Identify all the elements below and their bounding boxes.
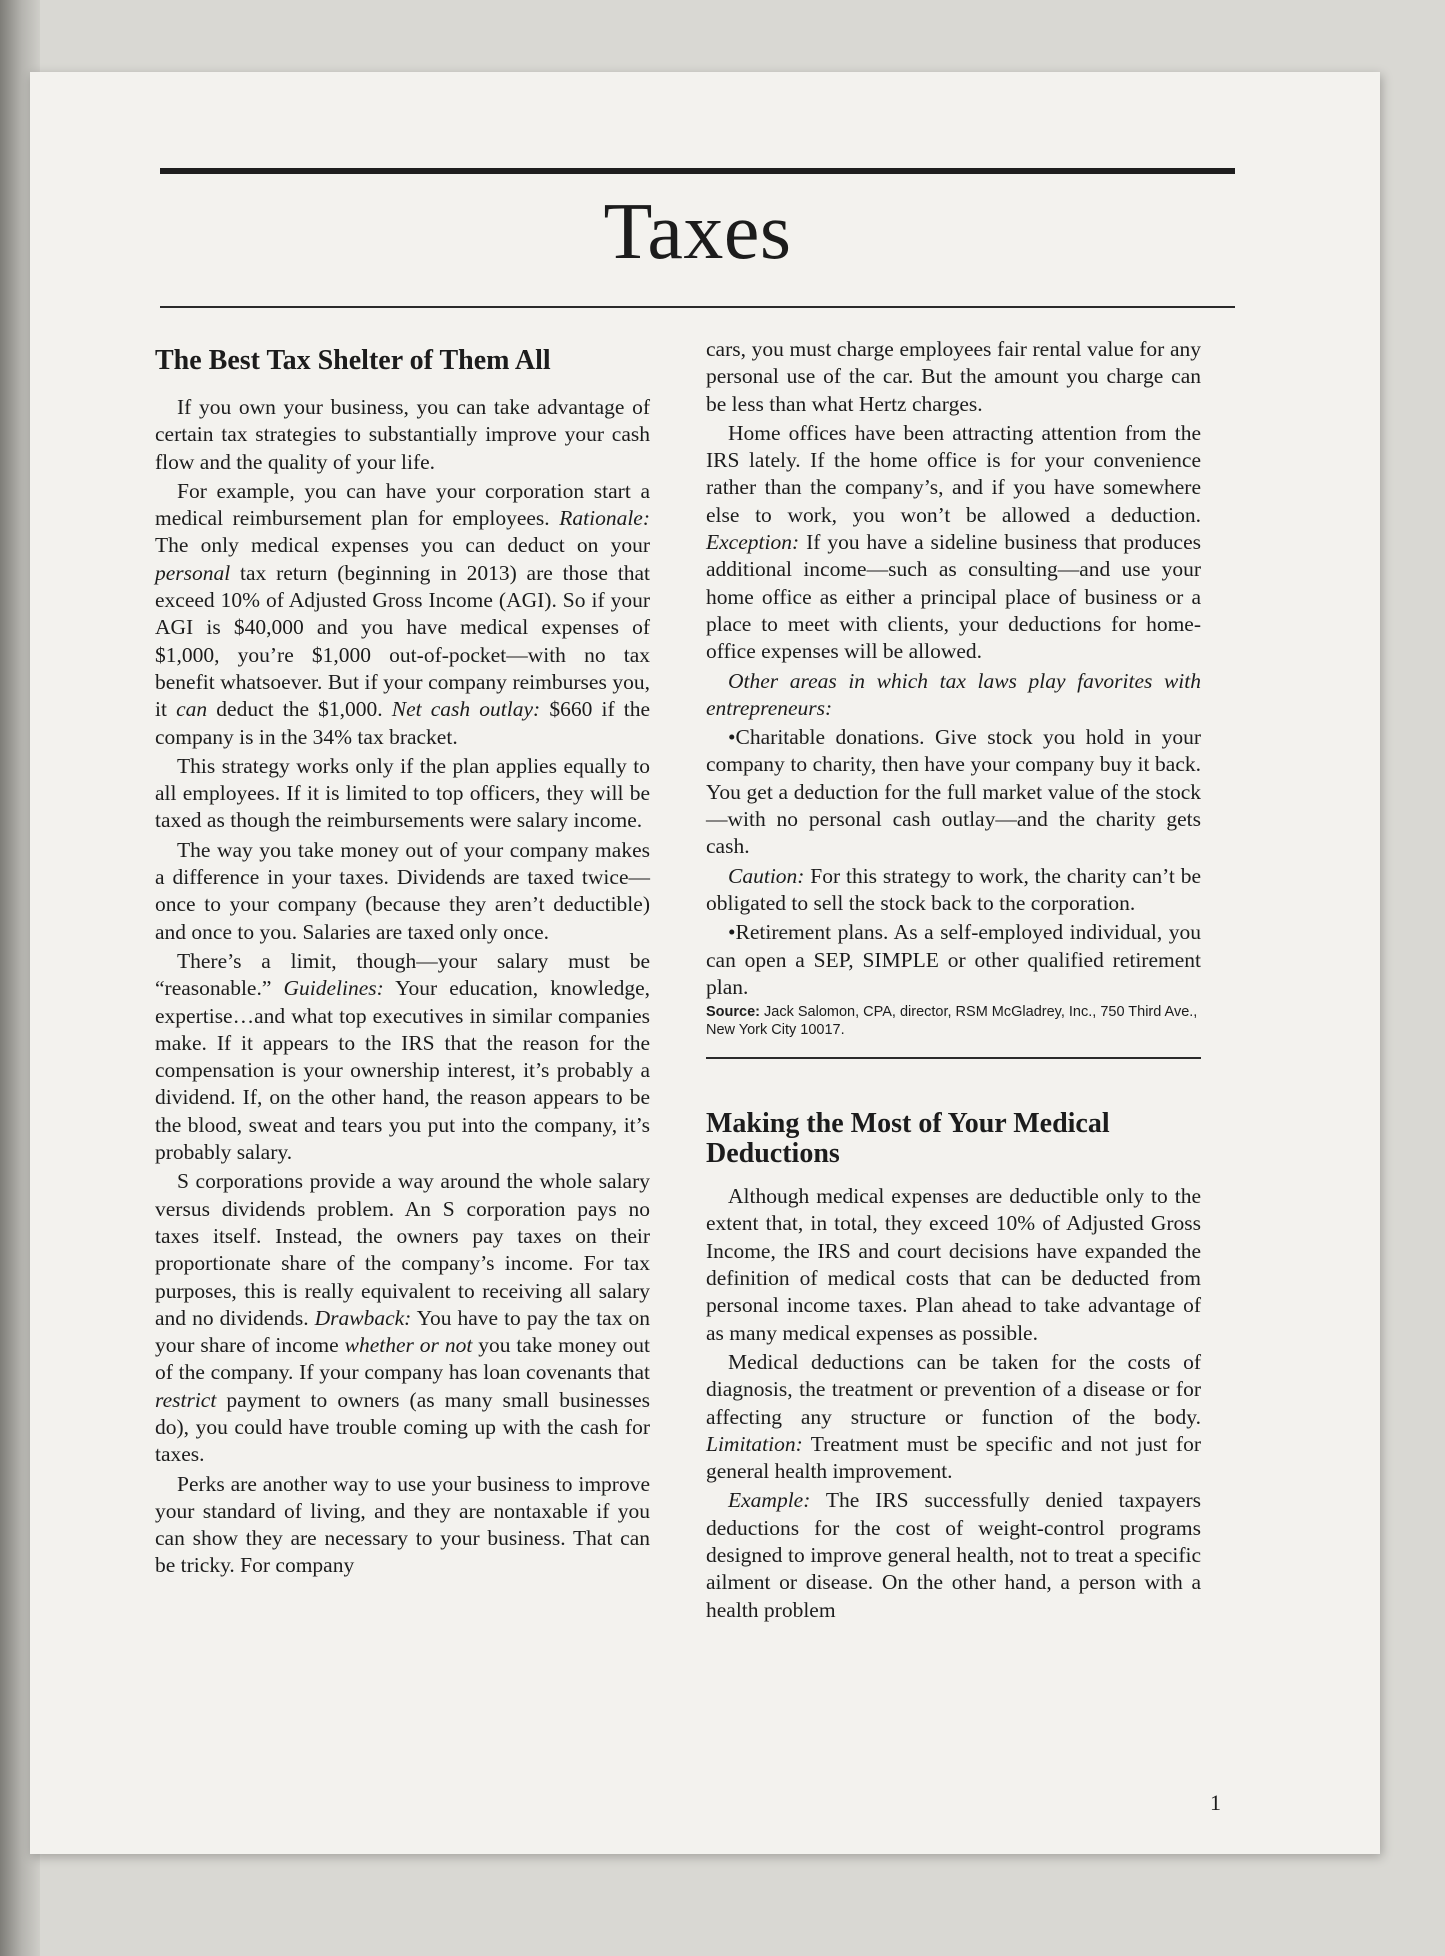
paragraph: Although medical expenses are deductible only to the extent that, in total, they exceed 10% of Adjusted Gross Income, the IRS and court decisions have expanded the definition of medical costs that can be deducted from personal income taxes. Plan ahead to take advantage of as many medical expenses as possible. (706, 1184, 1201, 1345)
text-run: tax return (beginning in 2013) are those that exceed 10% of Adjusted Gross Income (AGI). So if your AGI is $40,000 and you have medical expenses of $1,000, you’re $1,000 out-of-pocket—with no tax benefit whatsoever. But if your company reimburses you, it (155, 560, 650, 722)
italic-word: restrict (155, 1387, 217, 1412)
text-run: $660 if the company is in the 34% tax bracket. (155, 697, 651, 749)
paragraph: cars, you must charge employees fair rental value for any personal use of the car. But the amount you charge can be less than what Hertz charges. (706, 337, 1201, 416)
page-title: Taxes (603, 188, 792, 276)
italic-label: Drawback: (314, 1305, 412, 1330)
text-run: You have to pay the tax on your share of income (155, 1305, 650, 1358)
italic-word: personal (155, 560, 231, 585)
italic-label: Rationale: (559, 506, 650, 531)
italic-label: Limitation: (706, 1431, 803, 1456)
paragraph: If you own your business, you can take advantage of certain tax strategies to substantially improve your cash flow and the quality of your life. (155, 395, 650, 474)
italic-label: Example: (728, 1488, 811, 1513)
text-run: S corporations provide a way around the whole salary versus dividends problem. An S corporation pays no taxes itself. Instead, the owners pay taxes on their proportionate share of the company’s income. For tax purposes, this is really equivalent to receiving all salary and no dividends. (155, 1169, 650, 1330)
right-column (706, 336, 1201, 1626)
text-run: If you have a sideline business that produces additional income—such as consulting—and use your home office as either a principal place of business or a place to meet with clients, your deductions for home-office expenses will be allowed. (706, 530, 1201, 664)
book-page (30, 72, 1380, 1854)
header-thin-rule (160, 306, 1235, 308)
paragraph (706, 420, 1201, 666)
italic-word: can (176, 697, 208, 722)
text-run: Home offices have been attracting attention from the IRS lately. If the home office is for your convenience rather than the company’s, and if you have somewhere else to work, you won’t be allowed a deduction. (706, 420, 1201, 527)
text-run: payment to owners (as many small businesses do), you could have trouble coming up with the cash for taxes. (155, 1387, 650, 1467)
article-heading: Making the Most of Your Medical Deductions (706, 1108, 1110, 1170)
paragraph: The way you take money out of your company makes a difference in your taxes. Dividends are taxed twice—once to your company (because they aren’t deductible) and once to you. Salaries are taxed only once. (155, 837, 650, 944)
section-divider (706, 1057, 1201, 1059)
paragraph: This strategy works only if the plan applies equally to all employees. If it is limited to top officers, they will be taxed as though the reimbursements were salary income. (155, 753, 650, 833)
text-run: The only medical expenses you can deduct on your (155, 533, 650, 558)
text-run: you take money out of the company. If your company has loan covenants that (155, 1333, 650, 1385)
paragraph (155, 948, 650, 1166)
paragraph (706, 1487, 1201, 1623)
text-run: Medical deductions can be taken for the costs of diagnosis, the treatment or prevention of a disease or for affecting any structure or function of the body. (706, 1349, 1201, 1429)
header-thick-rule (160, 168, 1235, 174)
source-text: Jack Salomon, CPA, director, RSM McGladrey, Inc., 750 Third Ave., New York City 10017. (706, 1004, 1198, 1039)
paragraph (706, 1349, 1201, 1485)
text-run: Treatment must be specific and not just for general health improvement. (706, 1431, 1201, 1484)
paragraph (155, 478, 650, 751)
paragraph (706, 668, 1201, 723)
source-credit (706, 1003, 1201, 1039)
left-column (155, 334, 650, 1582)
page-number: 1 (1210, 1790, 1221, 1815)
list-item: •Retirement plans. As a self-employed individual, you can open a SEP, SIMPLE or other qualified retirement plan. (706, 920, 1201, 999)
text-run: For example, you can have your corporation start a medical reimbursement plan for employees. (155, 478, 650, 531)
text-run: There’s a limit, though—your salary must be “reasonable.” (155, 948, 650, 1001)
text-run: The IRS successfully denied taxpayers deductions for the cost of weight-control programs designed to improve general health, not to treat a specific ailment or disease. On the other hand, a person with a health problem (706, 1488, 1201, 1622)
paragraph: Perks are another way to use your business to improve your standard of living, and they are nontaxable if you can show they are necessary to your business. That can be tricky. For company (155, 1471, 650, 1578)
italic-label: Guidelines: (283, 976, 384, 1001)
article-heading: The Best Tax Shelter of Them All (155, 345, 551, 376)
italic-word: whether or not (344, 1333, 473, 1358)
italic-label: Caution: (728, 863, 805, 888)
text-run: deduct the $1,000. (207, 697, 392, 722)
italic-label: Net cash outlay: (391, 697, 541, 722)
list-item: •Charitable donations. Give stock you hold in your company to charity, then have your company buy it back. You get a deduction for the full market value of the stock—with no personal cash outlay—and the charity gets cash. (706, 725, 1201, 859)
paragraph (706, 863, 1201, 918)
source-label: Source: (706, 1004, 760, 1021)
italic-label: Exception: (706, 530, 800, 555)
text-run: Your education, knowledge, expertise…and what top executives in similar companies make. If it appears to the IRS that the reason for the compensation is your ownership interest, it’s probably a dividend. If, on the other hand, the reason appears to be the blood, sweat and tears you put into the company, it’s probably salary. (155, 976, 650, 1165)
italic-text: Other areas in which tax laws play favorites with entrepreneurs: (706, 668, 1201, 720)
text-run: For this strategy to work, the charity can’t be obligated to sell the stock back to the corporation. (706, 863, 1201, 915)
paragraph (155, 1168, 650, 1468)
